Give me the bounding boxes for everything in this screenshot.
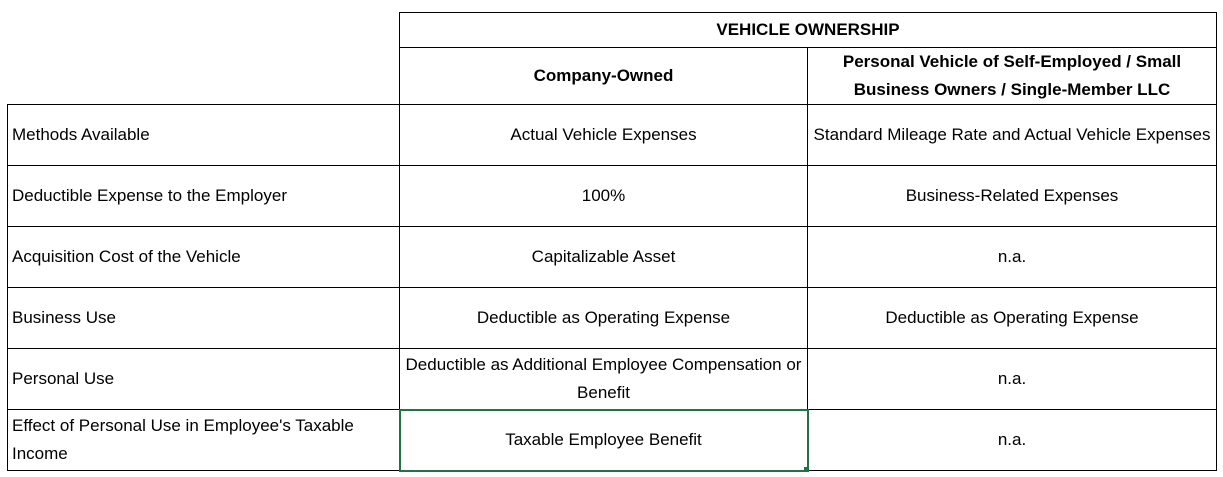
table-row [8, 349, 1217, 410]
company-owned-cell[interactable]: Deductible as Additional Employee Compensation or Benefit [400, 349, 808, 410]
table-row [8, 227, 1217, 288]
table-row [8, 410, 1217, 471]
row-label-cell[interactable]: Effect of Personal Use in Employee's Taxable Income [8, 410, 400, 471]
group-header-cell[interactable]: VEHICLE OWNERSHIP [400, 13, 1217, 48]
personal-vehicle-cell[interactable]: n.a. [808, 410, 1217, 471]
column-header-company-owned[interactable]: Company-Owned [400, 48, 808, 105]
fill-handle[interactable] [803, 466, 808, 471]
personal-vehicle-cell[interactable]: Standard Mileage Rate and Actual Vehicle Expenses [808, 105, 1217, 166]
personal-vehicle-cell[interactable]: Deductible as Operating Expense [808, 288, 1217, 349]
selected-cell[interactable] [400, 410, 808, 471]
company-owned-cell[interactable]: Deductible as Operating Expense [400, 288, 808, 349]
row-label-cell[interactable]: Methods Available [8, 105, 400, 166]
column-header-personal-vehicle[interactable]: Personal Vehicle of Self-Employed / Small Business Owners / Single-Member LLC [808, 48, 1217, 105]
column-header-row [8, 48, 1217, 105]
table-row [8, 288, 1217, 349]
personal-vehicle-cell[interactable]: Business-Related Expenses [808, 166, 1217, 227]
company-owned-cell[interactable]: Actual Vehicle Expenses [400, 105, 808, 166]
vehicle-ownership-table [7, 12, 1217, 471]
table-row [8, 105, 1217, 166]
row-label-cell[interactable]: Acquisition Cost of the Vehicle [8, 227, 400, 288]
group-header-row [8, 13, 1217, 48]
table-row [8, 166, 1217, 227]
personal-vehicle-cell[interactable]: n.a. [808, 227, 1217, 288]
row-label-cell[interactable]: Deductible Expense to the Employer [8, 166, 400, 227]
company-owned-cell[interactable]: 100% [400, 166, 808, 227]
row-label-cell[interactable]: Business Use [8, 288, 400, 349]
empty-corner-cell[interactable] [8, 13, 400, 48]
selected-cell-text: Taxable Employee Benefit [505, 430, 702, 449]
row-label-cell[interactable]: Personal Use [8, 349, 400, 410]
company-owned-cell[interactable]: Capitalizable Asset [400, 227, 808, 288]
empty-header-cell[interactable] [8, 48, 400, 105]
personal-vehicle-cell[interactable]: n.a. [808, 349, 1217, 410]
